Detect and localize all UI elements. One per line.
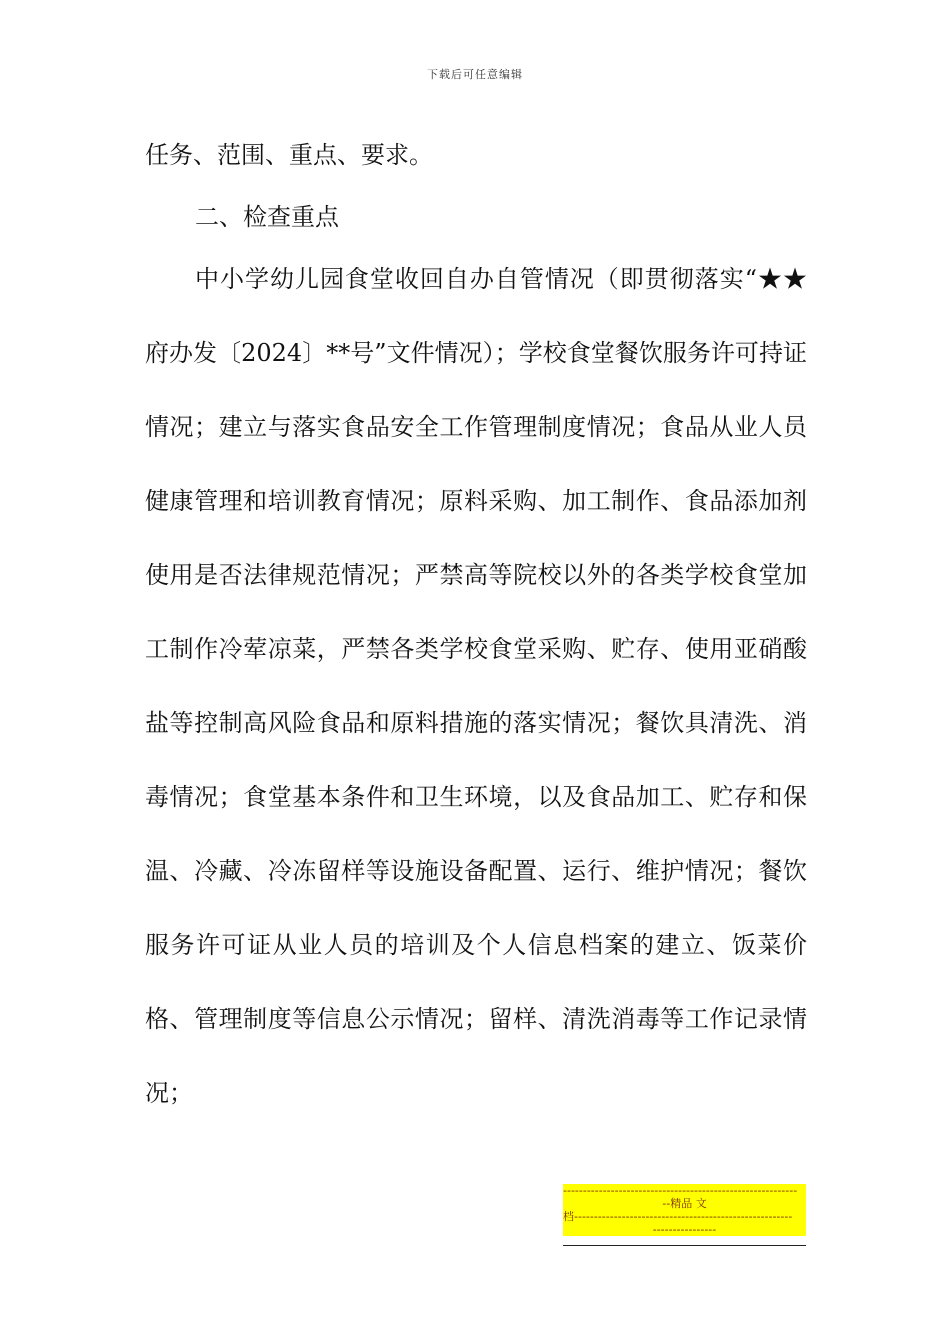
footer-watermark-box [563, 1184, 806, 1236]
footer-label: --精品 文 [662, 1197, 707, 1210]
footer-dash-line: ---------------- [652, 1223, 717, 1236]
paragraph-continuation: 任务、范围、重点、要求。 [145, 141, 433, 169]
footer-dash-line: ----------------------------------------------------------- [563, 1184, 798, 1197]
footer-dash-line: 档------------------------------------------------------- [563, 1210, 793, 1223]
page-header: 下载后可任意编辑 [427, 68, 523, 81]
section-body-paragraph: 中小学幼儿园食堂收回自办自管情况（即贯彻落实“★★府办发〔2024〕**号”文件情况）；学校食堂餐饮服务许可持证情况；建立与落实食品安全工作管理制度情况；食品从业人员健康管理和培训教育情况；原料采购、加工制作、食品添加剂使用是否法律规范情况；严禁高等院校以外的各类学校食堂加工制作冷荤凉菜，严禁各类学校食堂采购、贮存、使用亚硝酸盐等控制高风险食品和原料措施的落实情况；餐饮具清洗、消毒情况；食堂基本条件和卫生环境，以及食品加工、贮存和保温、冷藏、冷冻留样等设施设备配置、运行、维护情况；餐饮服务许可证从业人员的培训及个人信息档案的建立、饭菜价格、管理制度等信息公示情况；留样、清洗消毒等工作记录情况； [145, 265, 807, 1107]
section-heading: 二、检查重点 [195, 203, 339, 231]
footer-divider [563, 1245, 806, 1246]
